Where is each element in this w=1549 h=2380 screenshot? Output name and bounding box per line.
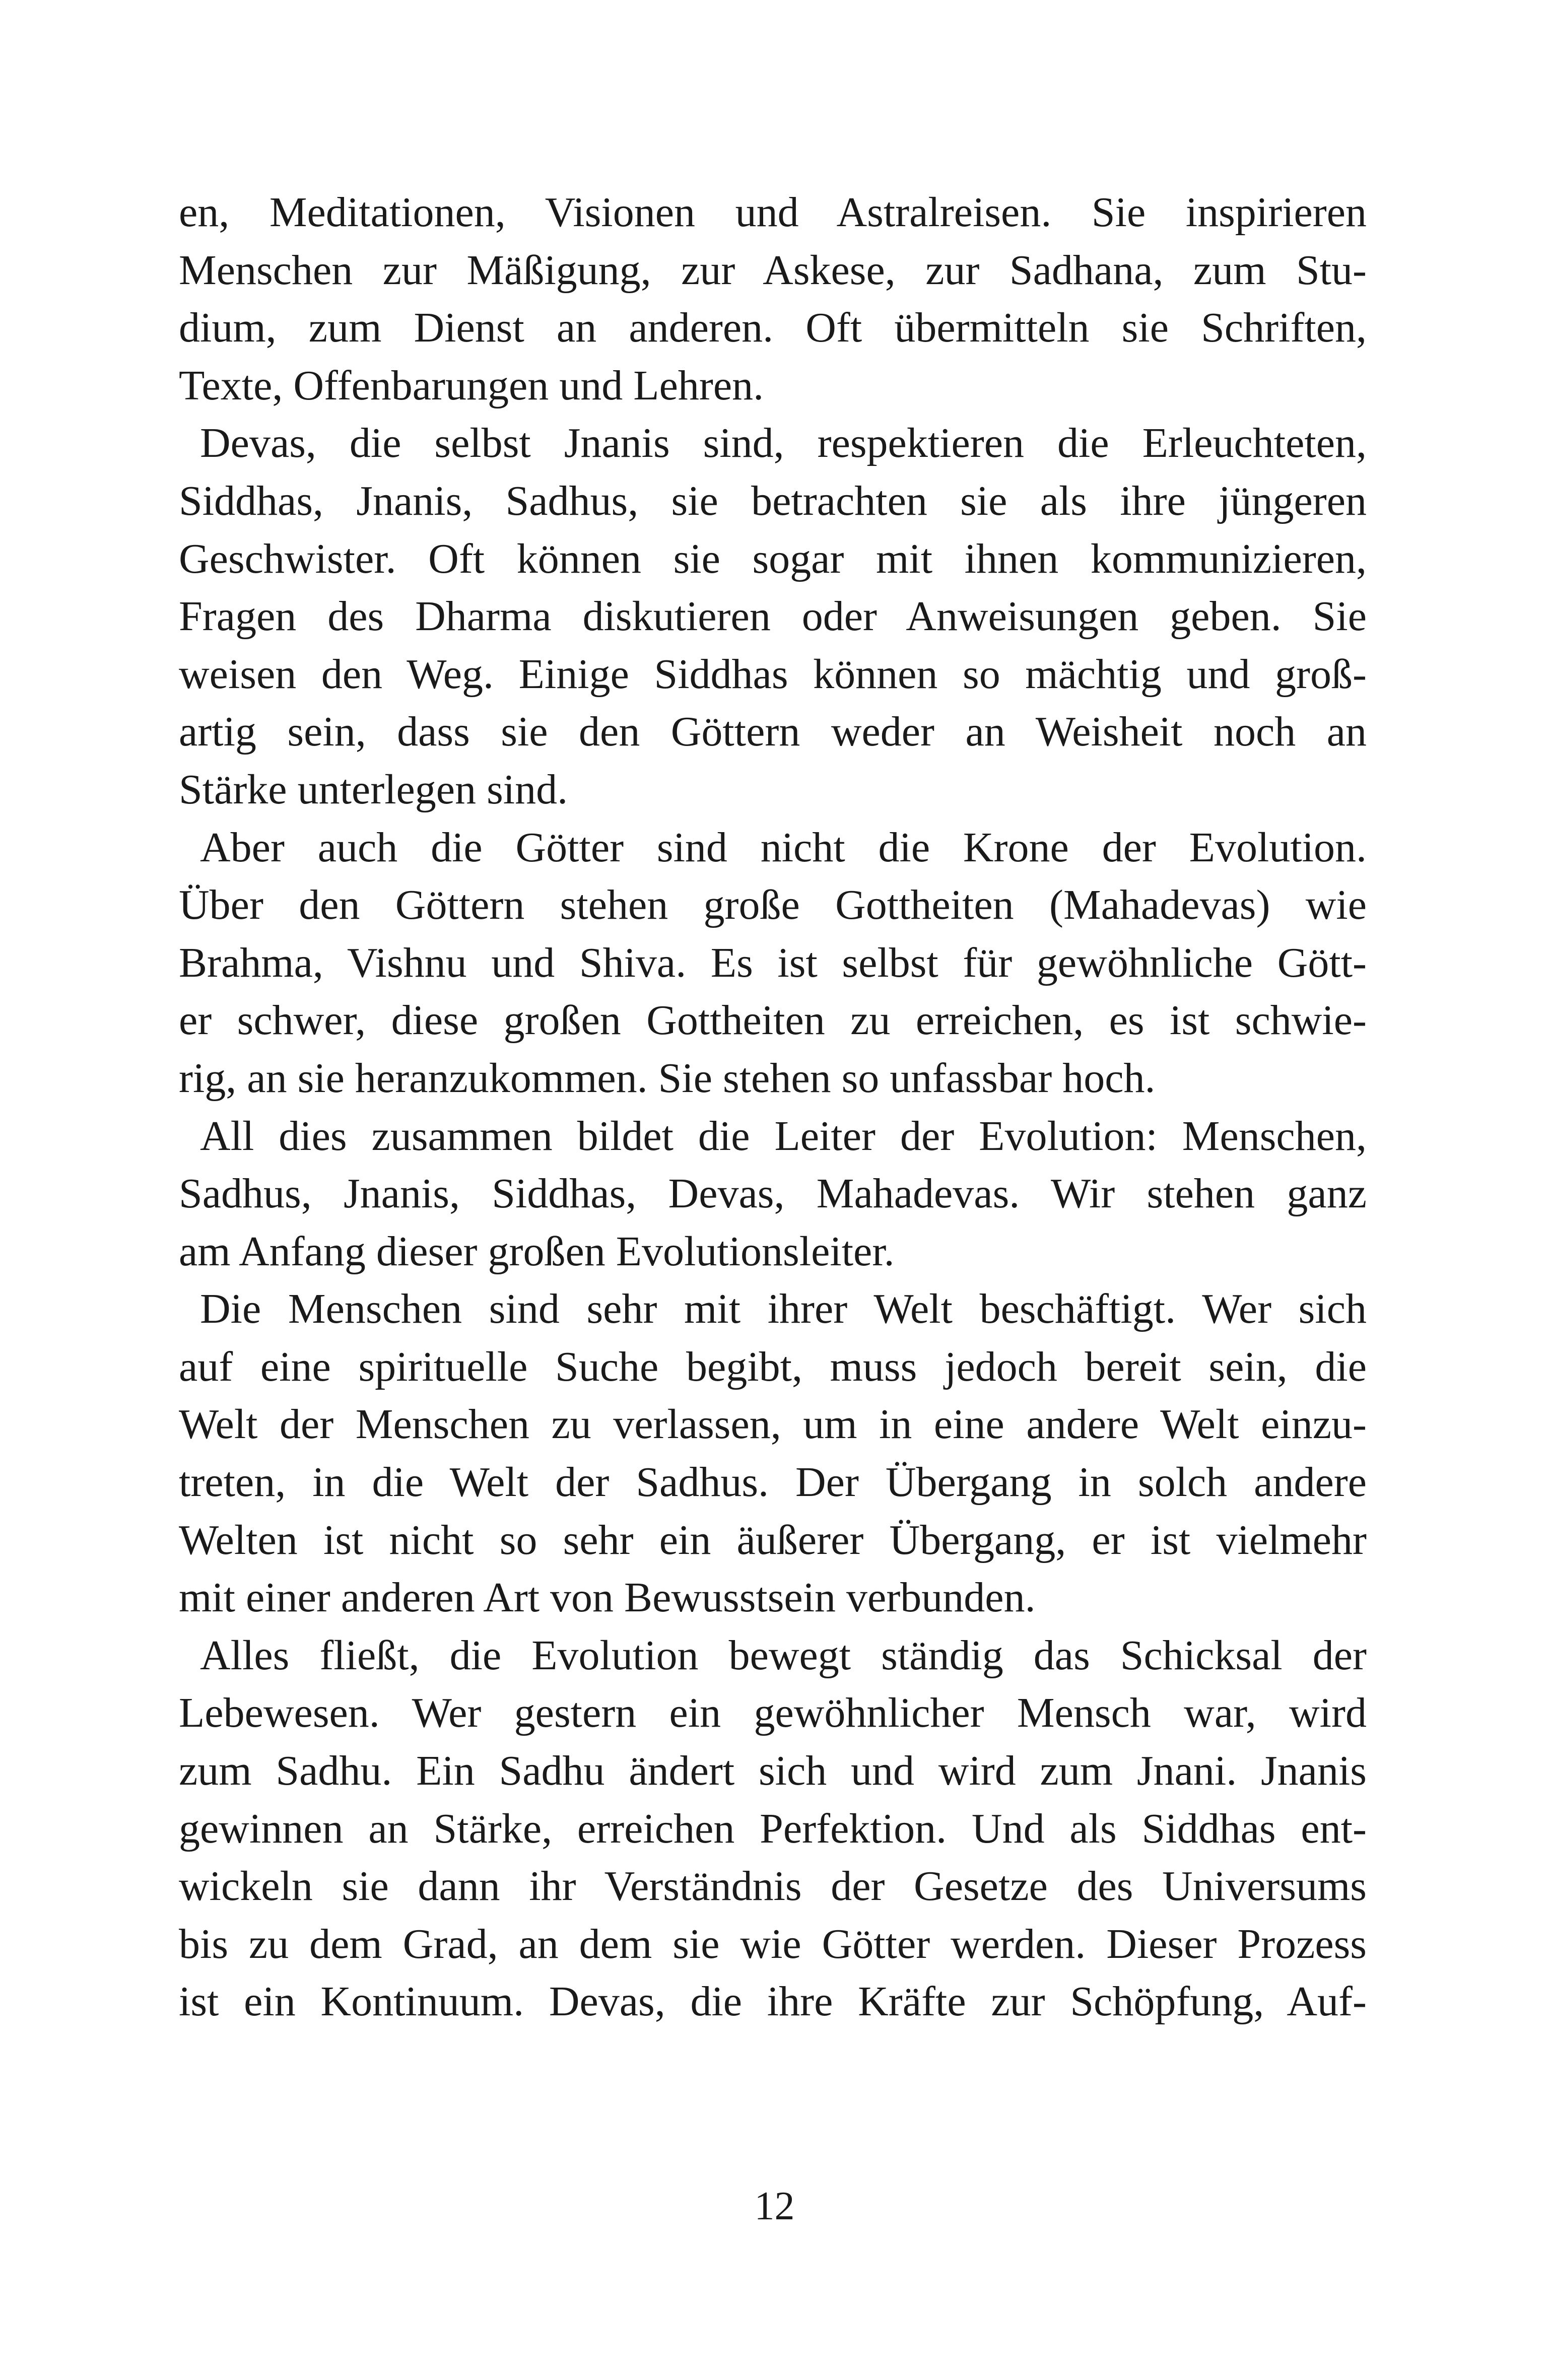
text-line: auf eine spirituelle Suche begibt, muss jedoch bereit sein, die [179, 1343, 1367, 1390]
text-line: Welt der Menschen zu verlassen, um in eine andere Welt einzu- [179, 1401, 1367, 1448]
text-line: Sadhus, Jnanis, Siddhas, Devas, Mahadevas. Wir stehen ganz [179, 1170, 1367, 1217]
text-line: weisen den Weg. Einige Siddhas können so mächtig und groß- [179, 650, 1367, 698]
text-line: Devas, die selbst Jnanis sind, respektieren die Erleuchteten, [200, 420, 1367, 467]
body-text [179, 184, 1367, 2031]
text-line: gewinnen an Stärke, erreichen Perfektion. Und als Siddhas ent- [179, 1805, 1367, 1852]
page-number: 12 [754, 2184, 795, 2228]
text-line: Über den Göttern stehen große Gottheiten (Mahadevas) wie [179, 881, 1367, 929]
paragraph [179, 415, 1367, 819]
text-line: Brahma, Vishnu und Shiva. Es ist selbst für gewöhnliche Gött- [179, 939, 1367, 986]
text-line: mit einer anderen Art von Bewusstsein verbunden. [179, 1574, 1036, 1621]
text-line: zum Sadhu. Ein Sadhu ändert sich und wird zum Jnani. Jnanis [179, 1747, 1367, 1795]
text-line: Welten ist nicht so sehr ein äußerer Übergang, er ist vielmehr [179, 1516, 1367, 1563]
paragraph [179, 1280, 1367, 1627]
paragraph [179, 1627, 1367, 2031]
text-line: wickeln sie dann ihr Verständnis der Gesetze des Universums [179, 1863, 1367, 1910]
text-line: Aber auch die Götter sind nicht die Krone der Evolution. [200, 824, 1367, 871]
text-line: ist ein Kontinuum. Devas, die ihre Kräfte zur Schöpfung, Auf- [179, 1978, 1367, 2025]
text-line: artig sein, dass sie den Göttern weder an Weisheit noch an [179, 708, 1367, 756]
text-line: Siddhas, Jnanis, Sadhus, sie betrachten sie als ihre jüngeren [179, 477, 1367, 524]
text-line: Texte, Offenbarungen und Lehren. [179, 362, 764, 409]
paragraph [179, 1108, 1367, 1281]
text-line: Menschen zur Mäßigung, zur Askese, zur Sadhana, zum Stu- [179, 246, 1367, 294]
text-line: er schwer, diese großen Gottheiten zu erreichen, es ist schwie- [179, 997, 1367, 1044]
paragraph [179, 184, 1367, 415]
text-line: All dies zusammen bildet die Leiter der Evolution: Menschen, [200, 1112, 1367, 1160]
text-line: Alles fließt, die Evolution bewegt ständig das Schicksal der [200, 1631, 1367, 1679]
text-line: bis zu dem Grad, an dem sie wie Götter werden. Dieser Prozess [179, 1920, 1367, 1967]
text-line: am Anfang dieser großen Evolutionsleiter. [179, 1228, 895, 1275]
text-line: Lebewesen. Wer gestern ein gewöhnlicher Mensch war, wird [179, 1689, 1367, 1737]
text-line: en, Meditationen, Visionen und Astralreisen. Sie inspirieren [179, 189, 1367, 236]
paragraph [179, 819, 1367, 1108]
text-line: Stärke unterlegen sind. [179, 766, 568, 813]
text-line: Geschwister. Oft können sie sogar mit ihnen kommunizieren, [179, 535, 1367, 582]
text-line: rig, an sie heranzukommen. Sie stehen so unfassbar hoch. [179, 1054, 1156, 1102]
text-line: Die Menschen sind sehr mit ihrer Welt beschäftigt. Wer sich [200, 1285, 1367, 1333]
text-line: dium, zum Dienst an anderen. Oft übermitteln sie Schriften, [179, 304, 1367, 352]
text-line: Fragen des Dharma diskutieren oder Anweisungen geben. Sie [179, 593, 1367, 640]
text-line: treten, in die Welt der Sadhus. Der Übergang in solch andere [179, 1459, 1367, 1506]
